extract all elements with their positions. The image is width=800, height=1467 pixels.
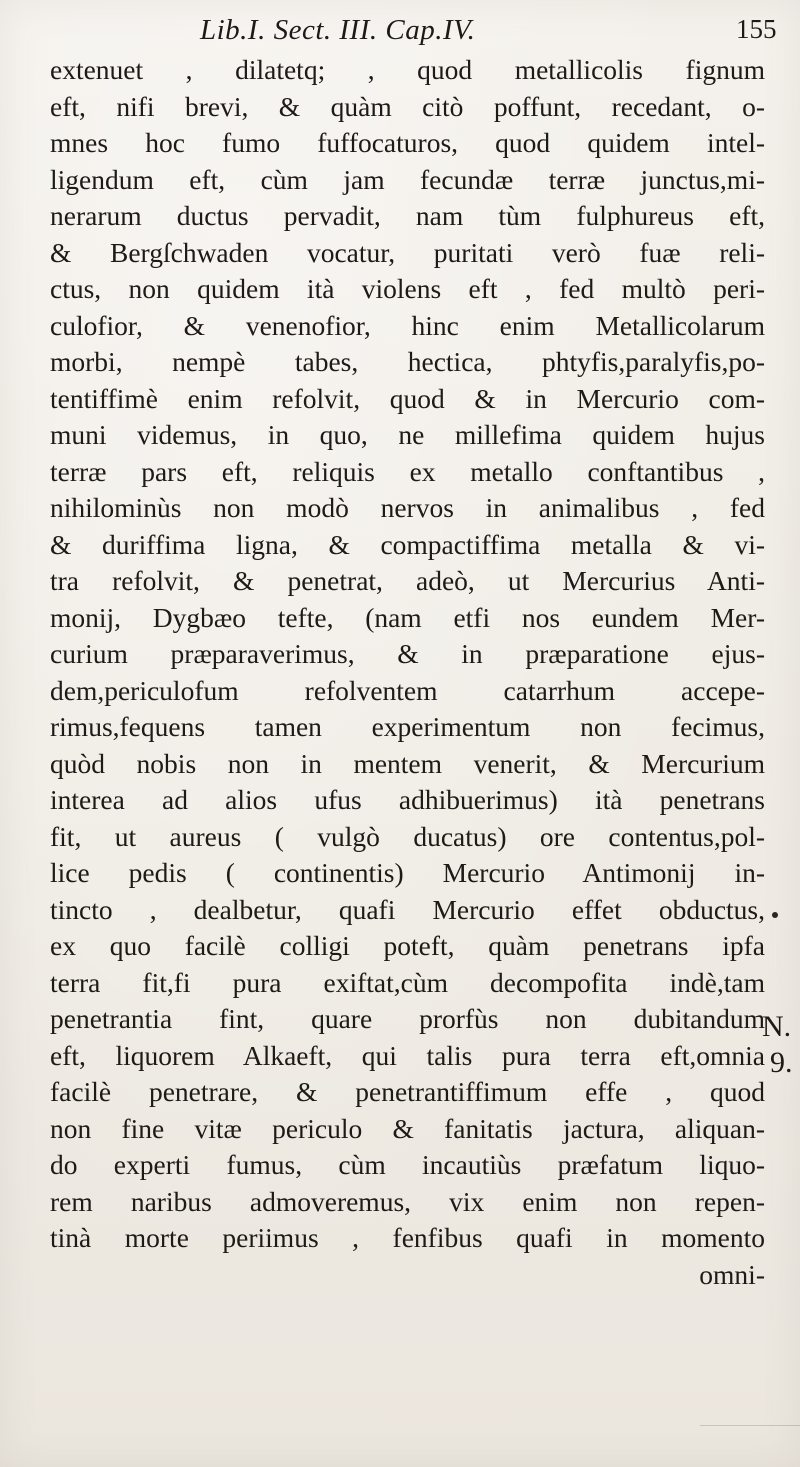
text-line: eft, liquorem Alkaeft, qui talis pura terra eft,omnia <box>50 1039 765 1071</box>
text-line: facilè penetrare, & penetrantiffimum effe , quod <box>50 1076 765 1107</box>
running-head: Lib.I. Sect. III. Cap.IV. <box>200 14 476 46</box>
text-line: tentiffimè enim refolvit, quod & in Mercurio com- <box>50 382 765 414</box>
page-number: 155 <box>736 14 777 44</box>
text-line: culofior, & venenofior, hinc enim Metallicolarum <box>50 309 765 341</box>
ink-fleck <box>772 912 778 918</box>
margin-note-9: 9. <box>770 1046 793 1079</box>
text-line: monij, Dygbæo tefte, (nam etfi nos eundem Mer- <box>50 601 765 633</box>
margin-note-n: N. <box>762 1010 792 1043</box>
text-line: & duriffima ligna, & compactiffima metalla & vi- <box>50 528 765 560</box>
text-line: terræ pars eft, reliquis ex metallo conftantibus , <box>50 455 765 487</box>
text-line: do experti fumus, cùm incautiùs præfatum liquo- <box>50 1149 765 1180</box>
body-text <box>50 52 765 1293</box>
text-line: terra fit,fi pura exiftat,cùm decompofita indè,tam <box>50 966 765 998</box>
text-line: tincto , dealbetur, quafi Mercurio effet obductus, <box>50 893 765 925</box>
text-line: penetrantia fint, quare prorfùs non dubitandum <box>50 1003 765 1034</box>
text-line: ex quo facilè colligi poteft, quàm penetrans ipfa <box>50 930 765 961</box>
text-line: muni videmus, in quo, ne millefima quidem hujus <box>50 419 765 450</box>
show-through-rule <box>700 1425 800 1426</box>
text-line: mnes hoc fumo fuffocaturos, quod quidem intel- <box>50 127 765 158</box>
page-header <box>0 8 800 48</box>
text-line: curium præparaverimus, & in præparatione ejus- <box>50 638 765 669</box>
text-line: nerarum ductus pervadit, nam tùm fulphureus eft, <box>50 200 765 231</box>
text-line: non fine vitæ periculo & fanitatis jactura, aliquan- <box>50 1112 765 1144</box>
text-line: rem naribus admoveremus, vix enim non repen- <box>50 1185 765 1217</box>
text-line: morbi, nempè tabes, hectica, phtyfis,paralyfis,po- <box>50 346 765 377</box>
text-line: quòd nobis non in mentem venerit, & Mercurium <box>50 747 765 779</box>
text-line: nihilominùs non modò nervos in animalibus , fed <box>50 492 765 523</box>
text-line: ctus, non quidem ità violens eft , fed multò peri- <box>50 273 765 304</box>
text-line: rimus,fequens tamen experimentum non fecimus, <box>50 711 765 742</box>
catchword: omni- <box>699 1258 765 1290</box>
text-line: & Bergſchwaden vocatur, puritati verò fuæ reli- <box>50 236 765 268</box>
text-line: interea ad alios ufus adhibuerimus) ità penetrans <box>50 784 765 815</box>
text-line: ligendum eft, cùm jam fecundæ terræ junctus,mi- <box>50 163 765 195</box>
text-line: eft, nifi brevi, & quàm citò poffunt, recedant, o- <box>50 90 765 122</box>
text-line: lice pedis ( continentis) Mercurio Antimonij in- <box>50 857 765 888</box>
text-line: dem,periculofum refolventem catarrhum accepe- <box>50 674 765 706</box>
text-line: tinà morte periimus , fenfibus quafi in momento <box>50 1222 765 1253</box>
text-line: tra refolvit, & penetrat, adeò, ut Mercurius Anti- <box>50 565 765 596</box>
text-line: extenuet , dilatetq; , quod metallicolis fignum <box>50 54 765 85</box>
text-line: fit, ut aureus ( vulgò ducatus) ore contentus,pol- <box>50 820 765 852</box>
